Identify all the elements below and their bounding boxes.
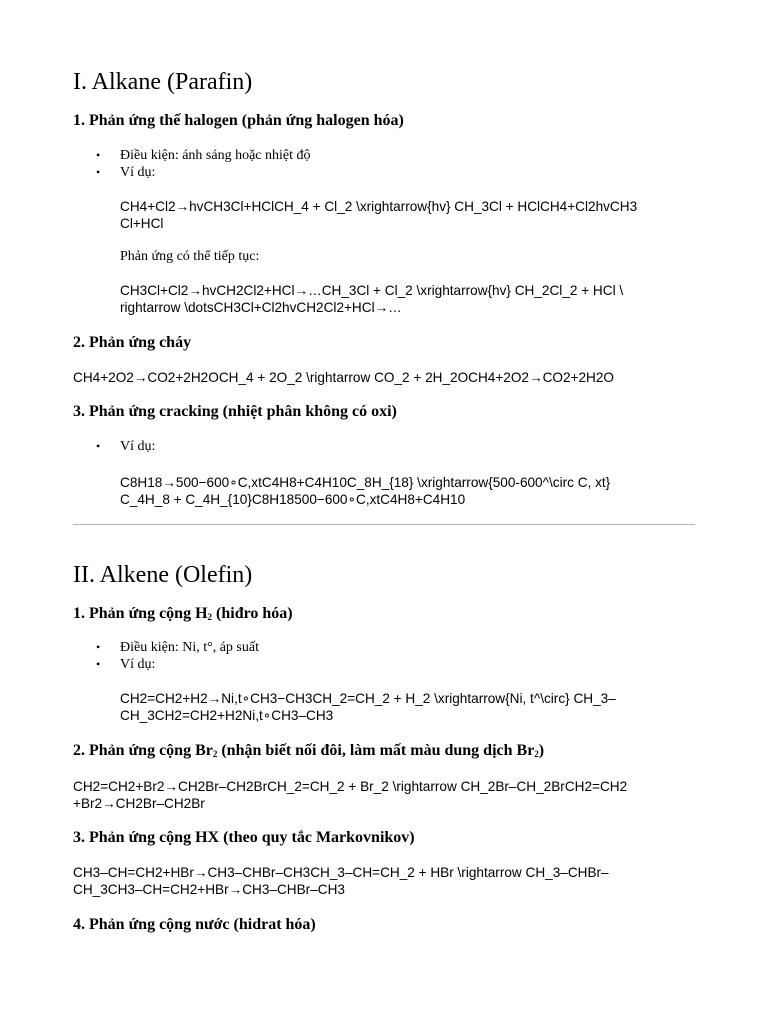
subscript: 2: [207, 612, 213, 622]
section-divider: [73, 524, 695, 525]
formula-line: C_4H_8 + C_4H_{10}C8H18500−600∘C,xtC4H8+C4H10: [120, 492, 466, 507]
subscript: 2: [534, 749, 539, 759]
list-item: • Ví dụ:: [73, 438, 695, 455]
heading-text: 2. Phản ứng cộng Br: [73, 742, 213, 759]
list-item: • Ví dụ:: [73, 656, 695, 673]
heading-hx-addition: 3. Phản ứng cộng HX (theo quy tắc Markovnikov): [73, 829, 415, 846]
subscript: 2: [212, 749, 218, 759]
heading-text: (hiđro hóa): [212, 605, 293, 622]
formula-line: CH3Cl+Cl2→hvCH2Cl2+HCl→…CH_3Cl + Cl_2 \xrightarrow{hv} CH_2Cl_2 + HCl \: [120, 283, 624, 298]
section-title-alkane: I. Alkane (Parafin): [73, 69, 253, 95]
list-item: • Điều kiện: ánh sáng hoặc nhiệt độ: [73, 147, 695, 164]
heading-text: ): [538, 742, 545, 759]
formula-block-bromination: [73, 778, 695, 812]
formula-line: CH4+Cl2→hvCH3Cl+HClCH_4 + Cl_2 \xrightarrow{hv} CH_3Cl + HClCH4+Cl2hvCH3: [120, 199, 638, 214]
formula-block-hydrogenation: [73, 690, 695, 724]
continuation-note: Phản ứng có thể tiếp tục:: [120, 249, 260, 264]
heading-bromination: [73, 741, 544, 761]
heading-hydration: 4. Phản ứng cộng nước (hidrat hóa): [73, 916, 316, 933]
heading-hydrogenation: [73, 604, 293, 624]
formula-line: C8H18→500−600∘C,xtC4H8+C4H10C_8H_{18} \xrightarrow{500-600^\circ C, xt}: [120, 475, 611, 490]
heading-cracking: 3. Phản ứng cracking (nhiệt phân không có oxi): [73, 403, 397, 420]
list-item: • Ví dụ:: [73, 164, 695, 181]
heading-text: 1. Phản ứng cộng H: [73, 605, 208, 622]
formula-combustion: CH4+2O2→CO2+2H2OCH_4 + 2O_2 \rightarrow CO_2 + 2H_2OCH4+2O2→CO2+2H2O: [73, 370, 614, 385]
formula-line: CH_3CH3–CH=CH2+HBr→CH3–CHBr–CH3: [73, 882, 345, 897]
formula-line: Cl+HCl: [120, 216, 164, 231]
cracking-list: [73, 438, 695, 455]
list-item: • Điều kiện: Ni, t°, áp suất: [73, 639, 695, 656]
formula-line: CH3–CH=CH2+HBr→CH3–CHBr–CH3CH_3–CH=CH_2 + HBr \rightarrow CH_3–CHBr–: [73, 865, 609, 880]
conditions-list: [73, 147, 695, 181]
hydrogenation-list: [73, 639, 695, 673]
formula-line: CH_3CH2=CH2+H2Ni,t∘CH3–CH3: [120, 708, 334, 723]
heading-halogen-substitution: 1. Phản ứng thế halogen (phản ứng halogen hóa): [73, 112, 404, 129]
formula-line: CH2=CH2+H2→Ni,t∘CH3−CH3CH_2=CH_2 + H_2 \xrightarrow{Ni, t^\circ} CH_3–: [120, 691, 616, 706]
formula-block-cracking: [73, 474, 695, 508]
formula-line: CH2=CH2+Br2→CH2Br–CH2BrCH_2=CH_2 + Br_2 \rightarrow CH_2Br–CH_2BrCH2=CH2: [73, 779, 628, 794]
formula-block-halogenation: [73, 198, 695, 232]
heading-text: (nhận biết nối đôi, làm mất màu dung dịch Br: [217, 742, 535, 759]
formula-block-continuation: [73, 282, 695, 316]
formula-block-hx: [73, 864, 695, 898]
formula-line: rightarrow \dotsCH3Cl+Cl2hvCH2Cl2+HCl→…: [120, 300, 402, 315]
formula-line: +Br2→CH2Br–CH2Br: [73, 796, 205, 811]
section-title-alkene: II. Alkene (Olefin): [73, 562, 253, 588]
heading-combustion: 2. Phản ứng cháy: [73, 334, 192, 351]
